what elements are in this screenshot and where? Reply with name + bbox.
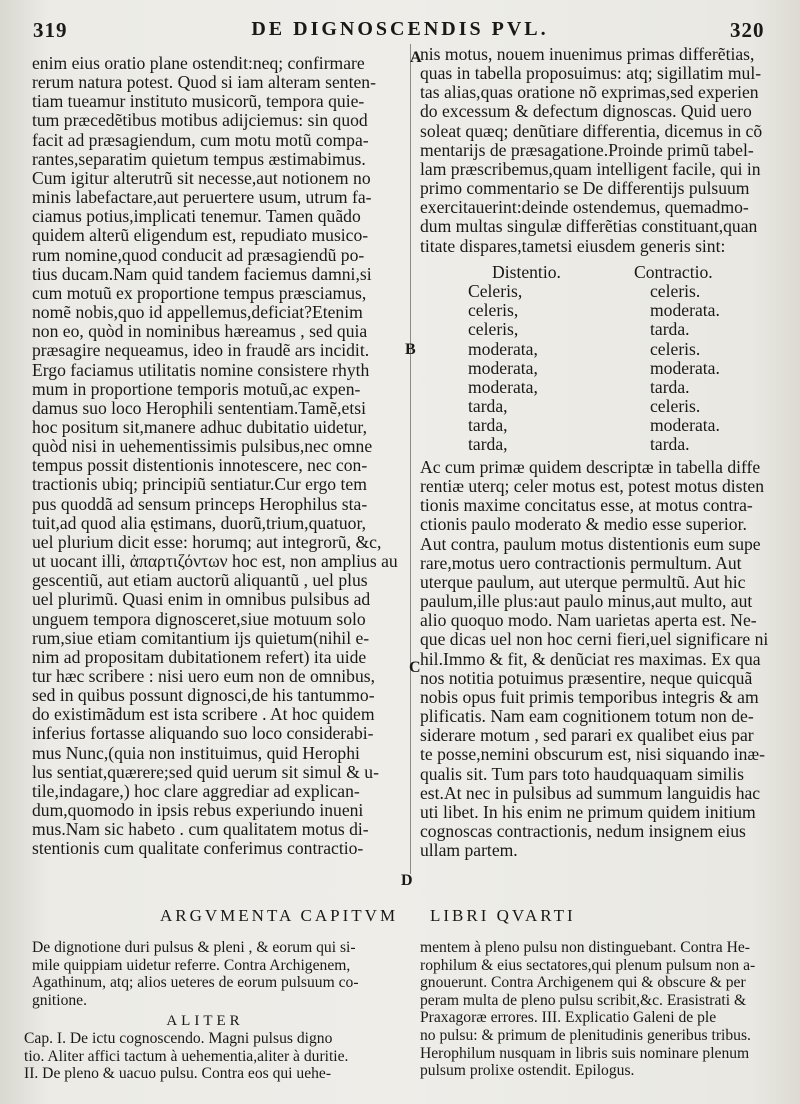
table-row [420, 319, 778, 338]
text-line: nis motus, nouem inuenimus primas differẽtias, [420, 45, 755, 64]
text-line: minis labefactare,aut peruertere usum, utrum fa- [32, 188, 372, 208]
summary-line: Praxagoræ errores. III. Explicatio Galeni de ple [420, 1009, 717, 1027]
text-line: hoc positum sit,manere adhuc dubitatio uidetur, [32, 417, 367, 437]
text-line: rum nomine,quod conducit ad præsagiendũ po- [32, 245, 365, 265]
text-line: hil.Immo & fit, & denũciat res maximas. Ex qua [420, 649, 761, 669]
margin-letter-d: D [401, 872, 413, 889]
text-line: cognoscas contractionis, nedum insignem eius [420, 821, 746, 841]
text-line: Ac cum primæ quidem descriptæ in tabella diffe [420, 458, 761, 477]
text-line: mus Nunc,(quia non instituimus, quid Herophi [32, 743, 360, 763]
text-line: tempus possit distentionis innotescere, nec con- [32, 456, 368, 476]
table-row [420, 300, 778, 319]
argumenta-chapter-list [24, 1030, 404, 1083]
text-line: exercitauerint:deinde ostendemus, quemadmo- [420, 198, 749, 218]
table-row [420, 281, 778, 300]
text-line: do excessum & defectum dignoscas. Quid uero [420, 102, 752, 122]
table-cell-distentio: tarda, [468, 415, 508, 436]
text-line: uterque paulum, aut uterque permultũ. Aut hic [420, 572, 746, 592]
text-line: dum,quomodo in ipsis rebus experiundo inueni [32, 801, 364, 821]
text-line: unguem tempora dignosceret,siue motuum solo [32, 609, 366, 629]
table-row [420, 358, 778, 377]
text-line: tionis maxime concitatus esse, at motus contra- [420, 496, 753, 516]
text-line: quòd nisi in uehementissimis pulsibus,nec omne [32, 437, 373, 457]
text-line: tas alias,quas oratione nõ exprimas,sed experien [420, 83, 759, 103]
table-cell-distentio: moderata, [468, 376, 538, 397]
text-line: pus quoddã ad sensum princeps Herophilus sta- [32, 494, 368, 514]
text-line: facit ad præsagiendum, cum motu motũ compa- [32, 130, 369, 150]
summary-line: gnouerunt. Contra Archigenem qui & obscure & per [420, 974, 746, 992]
text-line: enim eius oratio plane ostendit:neq; confirmare [32, 54, 365, 73]
table-cell-contractio: moderata. [650, 357, 720, 378]
summary-line: De dignotione duri pulsus & pleni , & eorum qui si- [32, 939, 356, 956]
summary-line: mile quippiam uidetur referre. Contra Archigenem, [32, 956, 351, 974]
running-header [0, 18, 800, 46]
summary-line: Herophilum nusquam in libris suis nominare plenum [420, 1044, 750, 1062]
text-line: soleat quæq; denũtiare differentia, dicemus in cõ [420, 121, 763, 141]
text-line: qualis sit. Tum pars toto haudquaquam similis [420, 764, 745, 784]
table-row [420, 339, 778, 358]
text-line: nobis opus fuit primis temporibus integris & am [420, 687, 759, 707]
libri-quarti-heading: LIBRI QVARTI [430, 906, 576, 925]
text-line: lam præscribemus,quam intelligent facile, qui in [420, 159, 761, 179]
pulse-differences-table [420, 262, 778, 453]
summary-line: pulsum prolixe ostendit. Epilogus. [420, 1062, 635, 1080]
table-cell-distentio: celeris, [468, 300, 519, 321]
right-text-column-top [420, 45, 778, 256]
table-row [420, 377, 778, 396]
text-line: tuit,ad quod alia ęstimans, duorũ,trium,quatuor, [32, 513, 367, 533]
text-line: cum motuũ ex proportione tempus præsciamus, [32, 283, 367, 303]
text-line: paulum,ille plus:aut paulo minus,aut multo, aut [420, 592, 753, 612]
text-line: Ergo faciamus utilitatis nomine consistere rhyth [32, 360, 370, 380]
text-line: quidem alterũ eligendum est, repudiato musico- [32, 226, 369, 246]
text-line: mentarijs de præsagatione.Proinde primũ tabel- [420, 140, 754, 160]
summary-line: Agathinum, atq; alios ueteres de eorum pulsuum co- [32, 974, 359, 992]
argumenta-right-summary [420, 939, 778, 1080]
summary-line: tio. Aliter affici tactum à uehementia,aliter à duritie. [24, 1047, 349, 1065]
table-cell-distentio: Celeris, [468, 281, 523, 302]
text-line: præsagire nequeamus, ideo in fraudẽ ars incidit. [32, 341, 370, 361]
text-line: te posse,nemini obscurum est, nisi siquando inæ- [420, 745, 766, 765]
text-line: tiam tueamur instituto musicorũ, tempora quie- [32, 92, 365, 112]
running-title: DE DIGNOSCENDIS PVL. [251, 18, 549, 40]
text-line: uel plurium dicit esse: horumq; aut integrorũ, &c, [32, 532, 382, 552]
text-line: plificatis. Nam eam cognitionem totum non de- [420, 707, 754, 727]
column-rule [410, 44, 411, 874]
table-cell-distentio: moderata, [468, 338, 538, 359]
text-line: Cum igitur alterutrũ sit necesse,aut notionem no [32, 168, 371, 188]
summary-line: gnitione. [32, 991, 88, 1009]
margin-letter-c: C [409, 659, 421, 676]
text-line: rare,motus uero contractionis permultum. Aut [420, 553, 742, 573]
argumenta-left-summary [32, 939, 402, 1009]
text-line: sed in quibus possunt dignosci,de his tantummo- [32, 686, 375, 706]
margin-letter-a: A [410, 49, 422, 66]
text-line: rerum natura potest. Quod si iam alteram senten- [32, 73, 376, 93]
text-line: titate dispares,tametsi eiusdem generis sint: [420, 236, 726, 256]
text-line: ctionis paulo moderato & medio esse superior. [420, 515, 747, 535]
table-cell-distentio: celeris, [468, 319, 519, 340]
text-line: alio quoquo modo. Nam uarietas aperta est. Ne- [420, 611, 757, 631]
table-cell-contractio: tarda. [650, 376, 690, 397]
table-cell-contractio: moderata. [650, 300, 720, 321]
page-number-right: 320 [730, 18, 765, 42]
summary-line: peram multa de pleno pulsu scribit,&c. Erasistrati & [420, 991, 747, 1009]
summary-line: mentem à pleno pulsu non distinguebant. Contra He- [420, 939, 751, 956]
text-line: non eo, quòd in nominibus hæreamus , sed quia [32, 322, 368, 342]
table-cell-contractio: celeris. [650, 281, 701, 302]
text-line: est.At nec in pulsibus ad summum languidis hac [420, 783, 761, 803]
text-line: uti libet. In his enim ne primum quidem initium [420, 802, 756, 822]
table-cell-distentio: moderata, [468, 357, 538, 378]
summary-line: II. De pleno & uacuo pulsu. Contra eos qui uehe- [24, 1065, 332, 1083]
table-cell-contractio: celeris. [650, 338, 701, 359]
text-line: ullam partem. [420, 841, 518, 861]
text-line: primo commentario se De differentijs pulsuum [420, 179, 750, 199]
text-line: nomẽ nobis,quo id appellemus,deficiat?Etenim [32, 303, 363, 323]
table-cell-contractio: tarda. [650, 319, 690, 340]
table-row [420, 415, 778, 434]
summary-line: Cap. I. De ictu cognoscendo. Magni pulsus digno [24, 1030, 333, 1047]
text-line: tur hæc scribere : nisi uero eum non de omnibus, [32, 667, 376, 686]
text-line: mum in proportione temporis motuũ,ac expen- [32, 379, 361, 399]
text-line: rentiæ uterq; celer motus est, potest motus disten [420, 477, 764, 497]
table-header-distentio: Distentio. [492, 262, 561, 282]
text-line: quas in tabella proposuimus: atq; sigillatim mul- [420, 64, 762, 84]
table-cell-contractio: tarda. [650, 434, 690, 455]
text-line: tile,indagare,) hoc clare aggrediar ad explican- [32, 781, 360, 801]
argumenta-heading: ARGVMENTA CAPITVM [160, 906, 399, 925]
text-line: rantes,separatim quietum tempus æstimabimus. [32, 149, 366, 169]
text-line: mus.Nam sic habeto . cum qualitatem motus di- [32, 820, 369, 840]
summary-line: rophilum & eius sectatores,qui plenum pulsum non a- [420, 956, 756, 974]
table-header-row [420, 262, 778, 281]
table-cell-contractio: moderata. [650, 415, 720, 436]
text-line: stentionis cum qualitate conferimus contractio- [32, 839, 364, 859]
text-line: nos notitia potuimus præsentire, neque quicquã [420, 668, 753, 688]
text-line: siderare motum , sed parari ex qualibet eius par [420, 726, 754, 746]
text-line: que dicas uel non hoc cerni fieri,uel significare ni [420, 630, 769, 650]
table-cell-distentio: tarda, [468, 434, 508, 455]
page-number-left: 319 [33, 18, 68, 42]
text-line: damus suo loco Herophili sententiam.Tamẽ,etsi [32, 398, 366, 418]
table-row [420, 434, 778, 453]
table-body [420, 281, 778, 453]
left-text-column [32, 54, 402, 859]
aliter-heading: ALITER [166, 1013, 244, 1029]
summary-line: no pulsu: & primum de plenitudinis generibus tribus. [420, 1026, 751, 1044]
text-line: tum præcedẽtibus motibus adijciemus: sin quod [32, 111, 368, 131]
text-line: rum,siue etiam comitantium ijs quietum(nihil e- [32, 628, 370, 648]
margin-letter-b: B [405, 341, 416, 358]
text-line: tius ducam.Nam quid tandem faciemus damni,si [32, 264, 372, 284]
table-cell-contractio: celeris. [650, 395, 701, 416]
table-row [420, 396, 778, 415]
right-text-column-bottom [420, 458, 778, 860]
text-line: tractionis ubiq; principiũ sentiatur.Cur ergo tem [32, 475, 367, 495]
text-line: uel plurimũ. Quasi enim in omnibus pulsibus ad [32, 590, 371, 610]
text-line: inferius fortasse aliquando suo loco considerabi- [32, 724, 374, 744]
text-line: ciamus potius,implicati tenemur. Tamen quãdo [32, 207, 361, 227]
text-line: lus sentiat,quærere;sed quid uerum sit simul & u- [32, 762, 379, 782]
text-line: do existimãdum est ista scribere . At hoc quidem [32, 705, 375, 725]
text-line: gescentiũ, aut etiam auctorũ aliquantũ , uel plus [32, 571, 368, 591]
text-line: dum multas singulæ differẽtias constituant,quan [420, 217, 758, 237]
table-header-contractio: Contractio. [634, 262, 713, 282]
text-line: ut uocant illi, ἀπαρτιζόντων hoc est, non amplius au [32, 552, 398, 572]
text-line: Aut contra, paulum motus distentionis eum supe [420, 534, 761, 554]
text-line: nim ad propositam dubitationem refert) ita uide [32, 647, 367, 667]
table-cell-distentio: tarda, [468, 395, 508, 416]
